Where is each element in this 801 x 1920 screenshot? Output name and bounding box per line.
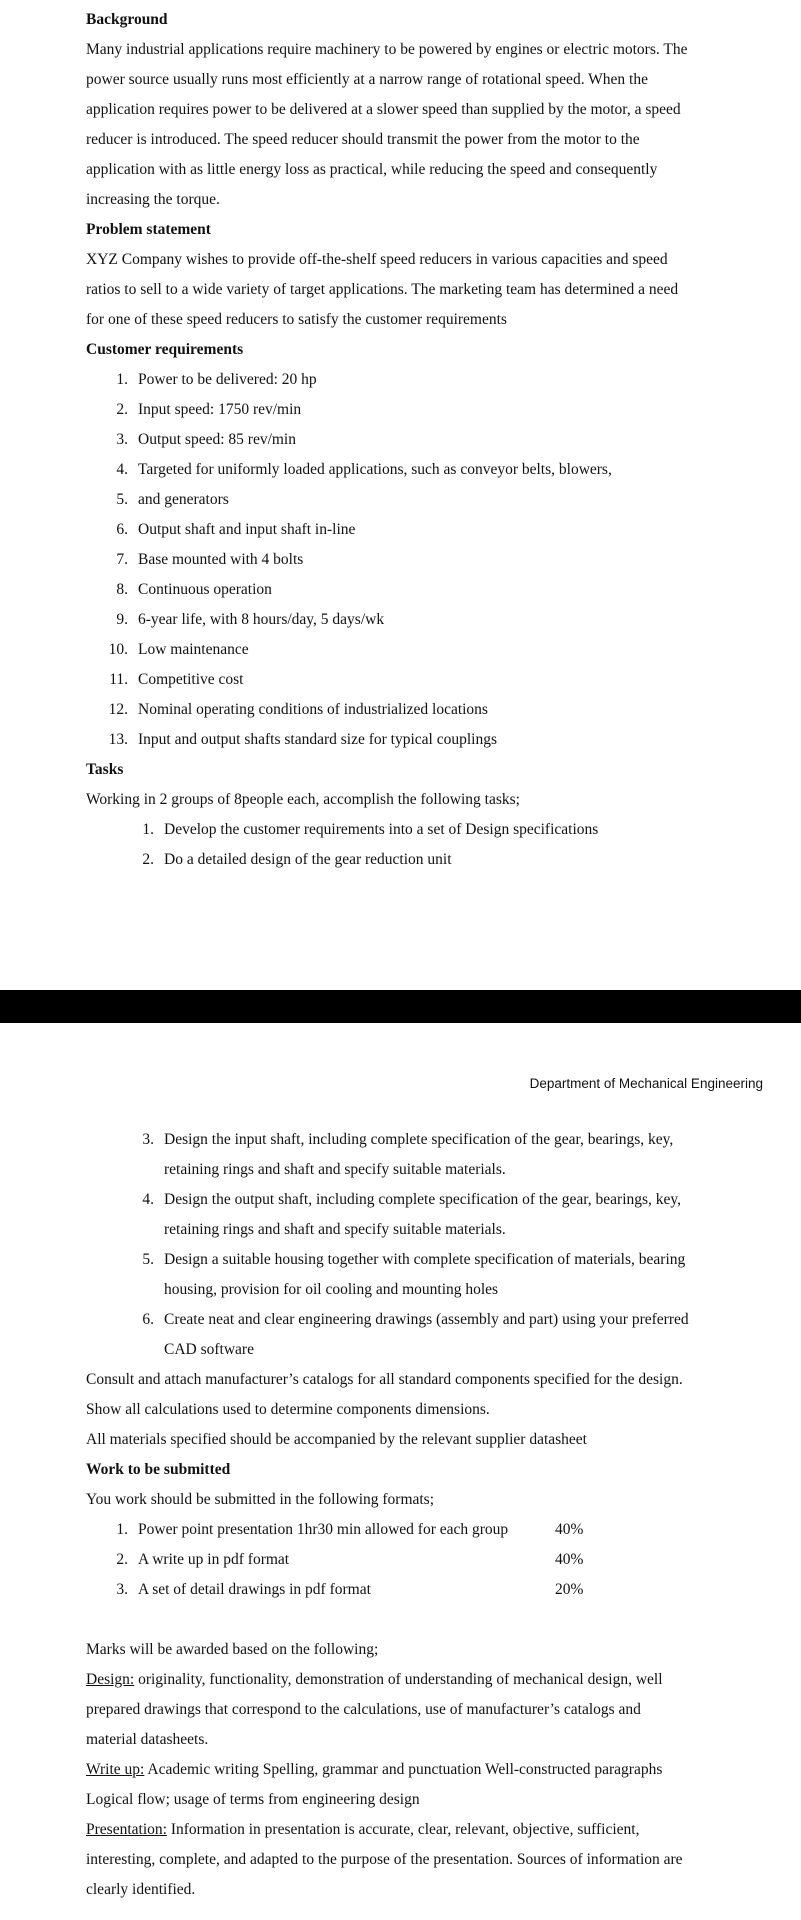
list-item: 11. Competitive cost [109, 671, 244, 688]
presentation-criteria-line-3: clearly identified. [86, 1881, 196, 1898]
list-item-continuation: housing, provision for oil cooling and mounting holes [164, 1281, 499, 1298]
list-item: 9. 6-year life, with 8 hours/day, 5 days/wk [116, 611, 385, 628]
list-item: 4. Targeted for uniformly loaded applications, such as conveyor belts, blowers, [116, 461, 612, 478]
background-line-5: application with as little energy loss as practical, while reducing the speed and consequently [86, 161, 658, 178]
list-item: 5. and generators [116, 491, 229, 508]
page-separator [0, 990, 801, 1023]
problem-line-1: XYZ Company wishes to provide off-the-shelf speed reducers in various capacities and speed [86, 251, 668, 268]
list-item: 3. Design the input shaft, including complete specification of the gear, bearings, key, [142, 1131, 674, 1148]
list-item: 2. A write up in pdf format [116, 1551, 290, 1568]
list-item: 7. Base mounted with 4 bolts [116, 551, 304, 568]
problem-line-2: ratios to sell to a wide variety of target applications. The marketing team has determined a need [86, 281, 679, 298]
list-item: 12. Nominal operating conditions of industrialized locations [108, 701, 488, 718]
note-line-2: Show all calculations used to determine components dimensions. [86, 1401, 490, 1418]
presentation-label: Presentation: [86, 1821, 167, 1838]
list-item: 1. Power point presentation 1hr30 min allowed for each group [116, 1521, 509, 1538]
writeup-criteria-line-1: Write up: Academic writing Spelling, grammar and punctuation Well-constructed paragraphs [86, 1761, 663, 1778]
note-line-3: All materials specified should be accompanied by the relevant supplier datasheet [86, 1431, 587, 1448]
background-line-2: power source usually runs most efficiently at a narrow range of rotational speed. When the [86, 71, 648, 88]
writeup-label: Write up: [86, 1761, 145, 1778]
list-item: 3. Output speed: 85 rev/min [116, 431, 296, 448]
list-item: 2. Do a detailed design of the gear reduction unit [142, 851, 452, 868]
background-line-3: application requires power to be delivered at a slower speed than supplied by the motor, a speed [86, 101, 681, 118]
list-item: 10. Low maintenance [108, 641, 249, 658]
tasks-intro: Working in 2 groups of 8people each, accomplish the following tasks; [86, 791, 520, 808]
note-line-1: Consult and attach manufacturer’s catalogs for all standard components specified for the design. [86, 1371, 683, 1388]
tasks-heading: Tasks [86, 761, 124, 778]
list-item-continuation: CAD software [164, 1341, 254, 1358]
presentation-criteria-line-1: Presentation: Information in presentation is accurate, clear, relevant, objective, sufficient, [86, 1821, 640, 1838]
background-line-6: increasing the torque. [86, 191, 220, 208]
list-item: 2. Input speed: 1750 rev/min [116, 401, 302, 418]
list-item: 3. A set of detail drawings in pdf format [116, 1581, 371, 1598]
marks-intro: Marks will be awarded based on the following; [86, 1641, 379, 1658]
background-line-4: reducer is introduced. The speed reducer should transmit the power from the motor to the [86, 131, 640, 148]
background-line-1: Many industrial applications require machinery to be powered by engines or electric motors. The [86, 41, 688, 58]
design-criteria-line-3: material datasheets. [86, 1731, 209, 1748]
weight-value: 40% [555, 1551, 584, 1568]
problem-line-3: for one of these speed reducers to satisfy the customer requirements [86, 311, 507, 328]
list-item: 8. Continuous operation [116, 581, 272, 598]
list-item-continuation: retaining rings and shaft and specify suitable materials. [164, 1161, 506, 1178]
list-item: 4. Design the output shaft, including complete specification of the gear, bearings, key, [142, 1191, 682, 1208]
background-heading: Background [86, 11, 168, 28]
requirements-heading: Customer requirements [86, 341, 244, 358]
writeup-criteria-line-2: Logical flow; usage of terms from engineering design [86, 1791, 420, 1808]
work-heading: Work to be submitted [86, 1461, 231, 1478]
list-item-continuation: retaining rings and shaft and specify suitable materials. [164, 1221, 506, 1238]
list-item: 6. Create neat and clear engineering drawings (assembly and part) using your preferred [142, 1311, 689, 1328]
problem-heading: Problem statement [86, 221, 211, 238]
work-intro: You work should be submitted in the following formats; [86, 1491, 435, 1508]
list-item: 1. Develop the customer requirements into a set of Design specifications [142, 821, 599, 838]
department-header: Department of Mechanical Engineering [529, 1076, 763, 1091]
list-item: 5. Design a suitable housing together with complete specification of materials, bearing [142, 1251, 686, 1268]
weight-value: 20% [555, 1581, 584, 1598]
list-item: 13. Input and output shafts standard size for typical couplings [108, 731, 498, 748]
design-label: Design: [86, 1671, 135, 1688]
document-page-2 [0, 1023, 801, 1920]
weight-value: 40% [555, 1521, 584, 1538]
design-criteria-line-2: prepared drawings that correspond to the calculations, use of manufacturer’s catalogs and [86, 1701, 641, 1718]
list-item: 6. Output shaft and input shaft in-line [116, 521, 356, 538]
design-criteria-line-1: Design: originality, functionality, demonstration of understanding of mechanical design, well [86, 1671, 663, 1688]
presentation-criteria-line-2: interesting, complete, and adapted to the purpose of the presentation. Sources of information are [86, 1851, 683, 1868]
list-item: 1. Power to be delivered: 20 hp [116, 371, 317, 388]
